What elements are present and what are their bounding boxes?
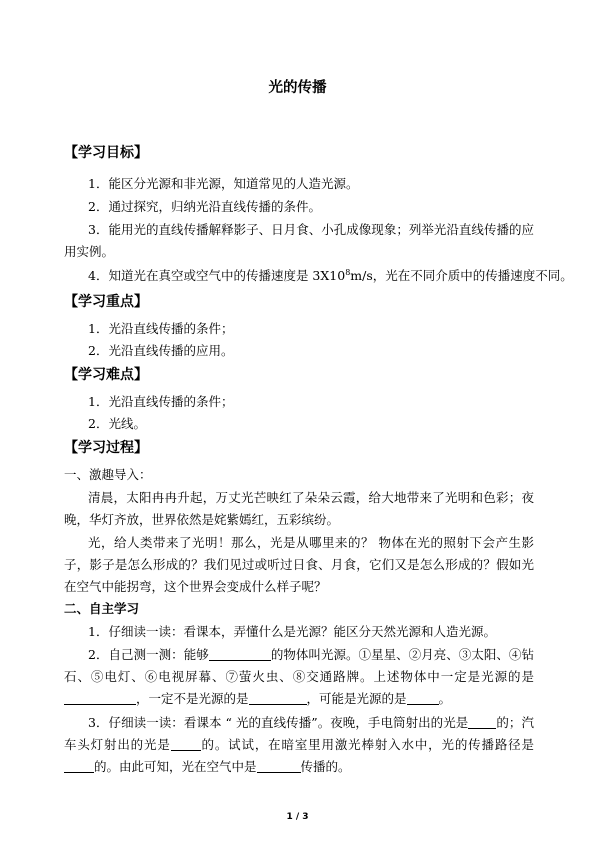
part1-paragraph-2: 光，给人类带来了光明！那么，光是从哪里来的？ 物体在光的照射下会产生影子，影子是怎么形成的？我们见过或听过日食、月食，它们又是怎么形成的？假如光在空气中能拐弯，这个世界会变成什么样子呢？ xyxy=(64,535,534,594)
objective-item-4-tail: m/s，光在不同介质中的传播速度不同。 xyxy=(350,268,573,283)
question-3-part-e: 传播的。 xyxy=(300,759,351,774)
question-2 xyxy=(64,644,534,710)
question-3-part-c: 的。试试，在暗室里用激光棒射入水中，光的传播路径是 xyxy=(200,737,534,752)
difficulties-heading: 【学习难点】 xyxy=(64,367,148,383)
part2-title: 二、自主学习 xyxy=(64,601,140,616)
answer-blank-2[interactable] xyxy=(64,690,136,705)
objective-item-3: 3．能用光的直线传播解释影子、日月食、小孔成像现象；列举光沿直线传播的应用实例。 xyxy=(64,222,534,259)
question-1: 1．仔细读一读：看课本，弄懂什么是光源？能区分天然光源和人造光源。 xyxy=(88,624,496,639)
part1-paragraph-1: 清晨，太阳冉冉升起，万丈光芒映红了朵朵云霞，给大地带来了光明和色彩；夜晚，华灯齐放，世界依然是姹紫嫣红，五彩缤纷。 xyxy=(64,490,534,527)
answer-blank-5[interactable] xyxy=(468,714,496,729)
objective-item-2: 2．通过探究，归纳光沿直线传播的条件。 xyxy=(88,199,321,214)
question-2-part-c: ，一定不是光源的是 xyxy=(136,691,249,706)
key-point-item-2: 2．光沿直线传播的应用。 xyxy=(88,343,234,358)
answer-blank-3[interactable] xyxy=(249,690,307,705)
answer-blank-8[interactable] xyxy=(257,758,301,773)
objective-item-1: 1．能区分光源和非光源，知道常见的人造光源。 xyxy=(88,176,359,191)
objective-item-4-text: 4．知道光在真空或空气中的传播速度是 3X10 xyxy=(88,268,346,283)
answer-blank-1[interactable] xyxy=(209,646,271,661)
part1-title: 一、激趣导入： xyxy=(64,467,152,482)
key-points-heading: 【学习重点】 xyxy=(64,294,148,310)
process-heading: 【学习过程】 xyxy=(64,440,148,456)
key-point-item-1: 1．光沿直线传播的条件； xyxy=(88,321,234,336)
answer-blank-6[interactable] xyxy=(171,736,201,751)
question-3 xyxy=(64,712,534,778)
question-2-part-d: ，可能是光源的是 xyxy=(306,691,407,706)
question-3-part-a: 3．仔细读一读：看课本 “ 光的直线传播”。夜晚，手电筒射出的光是 xyxy=(88,715,469,730)
objective-item-4 xyxy=(88,265,573,287)
answer-blank-4[interactable] xyxy=(407,690,439,705)
answer-blank-7[interactable] xyxy=(64,758,94,773)
page-title: 光的传播 xyxy=(268,80,327,96)
difficulty-item-1: 1．光沿直线传播的条件； xyxy=(88,394,234,409)
difficulty-item-2: 2．光线。 xyxy=(88,416,146,431)
question-2-part-b: 的物体叫光源。①星星、②月亮、③太阳、④钻石、⑤电灯、⑥电视屏幕、⑦萤火虫、⑧交通路牌。上述物体中一定是光源的是 xyxy=(64,647,534,684)
question-3-part-b: 的；汽车头灯射出的光是 xyxy=(64,715,534,752)
question-2-part-a: 2．自己测一测：能够 xyxy=(88,647,209,662)
exponent: 8 xyxy=(345,267,351,277)
objectives-heading: 【学习目标】 xyxy=(64,145,148,161)
question-2-part-e: 。 xyxy=(438,691,452,706)
page-number: 1 / 3 xyxy=(286,812,309,822)
question-3-part-d: 的。由此可知，光在空气中是 xyxy=(94,759,257,774)
